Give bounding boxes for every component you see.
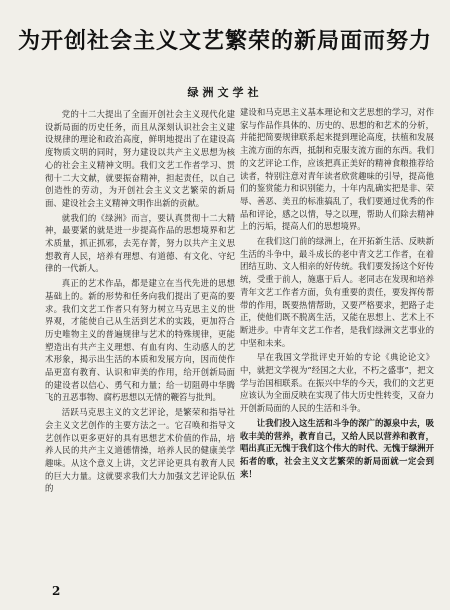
paragraph: 党的十二大提出了全面开创社会主义现代化建设新局面的历史任务，而且从深刻认识社会主义建设规律的理论和政治高度，鲜明地提出了在建设高度物质文明的同时，努力建设以共产主义思想为核心的社会主义精神文明。我们文艺工作者学习、贯彻十二大文献，就要振奋精神，担起责任，以自己创造性的劳动，为开创社会主义文艺繁荣的新局面、建设社会主义精神文明作出新的贡献。 [45,109,235,208]
left-column [45,108,235,497]
paragraph: 早在我国文学批评史开始的专论《典论论文》中，就把文学视为“经国之大业，不朽之盛事”，把文学与治国相联系。在振兴中华的今天，我们的文艺更应该认为全面反映在实现了伟大历史性转变，又奋力开创新局面的人民的生活和斗争。 [240,352,434,414]
paragraph: 就我们的《绿洲》而言，要认真贯彻十二大精神，最要紧的就是进一步提高作品的思想境界和艺术质量，抓正抓邪，去芜存菁，努力以共产主义思想教育人民，培养有理想、有道德、有文化、守纪律的一代新人。 [45,212,235,274]
paragraph: 让我们投入这生活和斗争的深广的源泉中去，吸收丰美的营养，教育自己，又给人民以营养和教育，唱出真正无愧于我们这个伟大的时代、无愧于绿洲开拓者的歌，社会主义文艺繁荣的新局面就一定会到来！ [240,417,434,479]
paragraph: 真正的艺术作品，都是建立在当代先进的思想基础上的。新的形势和任务向我们提出了更高的要求。我们文艺工作者只有努力树立马克思主义的世界观，才能使自己从生活到艺术的实践，更加符合历史唯物主义的普遍规律与艺术的特殊规律，更能塑造出有共产主义理想、有血有肉、生动感人的艺术形象，揭示出生活的本质和发展方向，因而使作品更富有教育、认识和审美的作用，给开创新局面的建设者以信心、勇气和力量；给一切阻碍中华腾飞的丑恶事物、腐朽思想以无情的鞭笞与批判。 [45,278,235,403]
paragraph: 建设和马克思主义基本理论和文艺思想的学习，对作家与作品作具体的、历史的、思想的和艺术的分析，并能把简要规律联系起来提到理论高度，扶植和发展主流方面的东西，抵制和克服支流方面的东西。我们的文艺评论工作，应该把真正美好的精神食粮推荐给读者，特别注意对青年读者欣赏趣味的引导，提高他们的鉴赏能力和识别能力，十年内乱确实把是非、荣辱、善恶、美丑的标准搞乱了，我们要通过优秀的作品和评论，感之以情，导之以理，帮助人们除去精神上的污垢，提高人们的思想境界。 [240,107,434,232]
paragraph: 在我们这门前的绿洲上，在开拓新生活、反映新生活的斗争中，最斗成长的老中青文艺工作者，在着团结互助、文人相亲的好传统。我们要发扬这个好传统，受重于前人，施惠于后人。老同志在发现和培养青年文艺工作者方面，负有重要的责任，要发挥传帮带的作用，既要热情帮助，又要严格要求，把路子走正，使他们既不脱离生活，又能在思想上、艺术上不断进步。中青年文艺工作者，是我们绿洲文艺事业的中坚和未来。 [240,236,434,348]
right-column [240,106,434,482]
author-byline: 绿洲文学社 [187,86,263,99]
page-number: 2 [52,584,61,598]
article-title: 为开创社会主义文艺繁荣的新局面而努力 [17,28,432,54]
paragraph: 活跃马克思主义的文艺评论，是繁荣和指导社会主义文艺创作的主要方法之一。它召唤和指导文艺创作以更多更好的具有思想艺术价值的作品，培养人民的共产主义道德情操，培养人民的健康美学趣味。从这个意义上讲，文艺评论更具有教育人民的巨大力量。这就要求我们大力加强文艺评论队伍的 [45,407,235,494]
